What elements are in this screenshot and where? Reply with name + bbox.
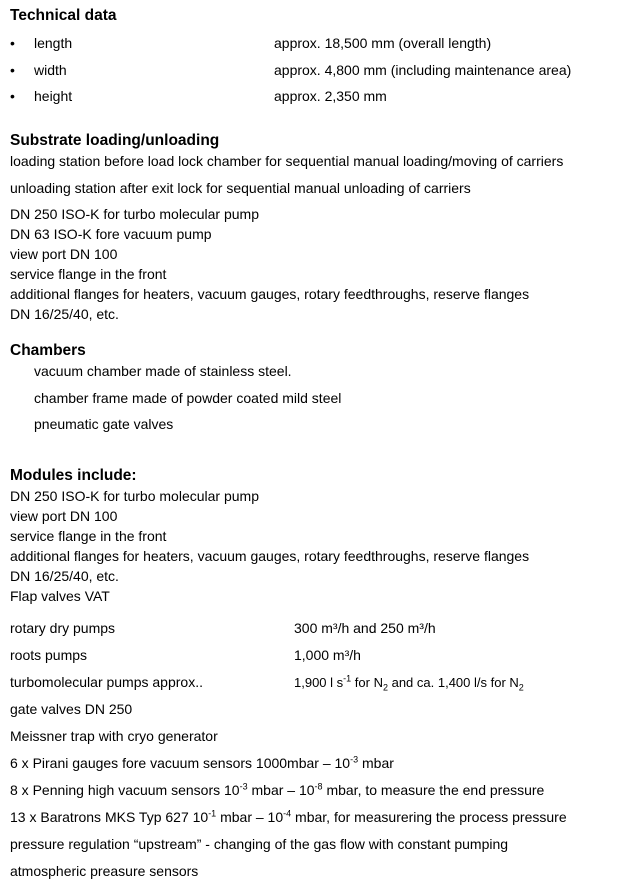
- text-line: unloading station after exit lock for sequential manual unloading of carriers: [10, 180, 471, 196]
- subscript: 2: [518, 682, 524, 693]
- pump-row-rotary: [10, 615, 610, 642]
- modules-section: [10, 466, 610, 606]
- spec-value: approx. 18,500 mm (overall length): [274, 35, 492, 51]
- technical-data-section: [10, 6, 610, 110]
- pump-value: [294, 669, 524, 696]
- spec-row-height: [10, 83, 610, 110]
- equipment-line-baratron: [10, 804, 610, 831]
- text-part: mbar – 10: [216, 809, 284, 825]
- superscript: -1: [343, 673, 352, 684]
- chambers-heading: Chambers: [10, 342, 86, 359]
- spec-row-width: [10, 57, 610, 84]
- bullet: •: [10, 88, 15, 104]
- equipment-line: atmospheric preasure sensors: [10, 863, 199, 879]
- text-line: view port DN 100: [10, 508, 118, 524]
- text-line: view port DN 100: [10, 246, 118, 262]
- pump-label: turbomolecular pumps approx..: [10, 674, 203, 690]
- text-part: 6 x Pirani gauges fore vacuum sensors 1000mbar – 10: [10, 755, 351, 771]
- substrate-heading: Substrate loading/unloading: [10, 132, 220, 149]
- pump-row-roots: [10, 642, 610, 669]
- subscript: 2: [382, 682, 388, 693]
- equipment-line-pirani: [10, 750, 610, 777]
- equipment-line: gate valves DN 250: [10, 701, 133, 717]
- text-part: 13 x Baratrons MKS Typ 627 10: [10, 809, 209, 825]
- superscript: -8: [314, 781, 323, 792]
- text-line: DN 63 ISO-K fore vacuum pump: [10, 226, 212, 242]
- technical-data-heading: Technical data: [10, 7, 117, 24]
- text-part: mbar, for measurering the process pressure: [291, 809, 567, 825]
- superscript: -3: [350, 754, 359, 765]
- bullet: •: [10, 35, 15, 51]
- text-line: pneumatic gate valves: [34, 416, 174, 432]
- equipment-line: Meissner trap with cryo generator: [10, 728, 218, 744]
- text-line: service flange in the front: [10, 528, 167, 544]
- equipment-line: pressure regulation “upstream” - changing of the gas flow with constant pumping: [10, 836, 509, 852]
- spec-label: width: [34, 61, 67, 78]
- text-line: service flange in the front: [10, 266, 167, 282]
- text-part: 8 x Penning high vacuum sensors 10: [10, 782, 240, 798]
- spec-label: height: [34, 88, 73, 104]
- text-line: loading station before load lock chamber for sequential manual loading/moving of carriers: [10, 153, 564, 169]
- text-part: mbar: [358, 755, 394, 771]
- superscript: -1: [208, 808, 217, 819]
- pump-value: 1,000 m³/h: [294, 647, 361, 663]
- text-line: additional flanges for heaters, vacuum gauges, rotary feedthroughs, reserve flanges: [10, 286, 530, 302]
- text-part: mbar – 10: [247, 782, 315, 798]
- superscript: -3: [239, 781, 248, 792]
- text-part: mbar, to measure the end pressure: [322, 782, 545, 798]
- equipment-line-penning: [10, 777, 610, 804]
- pump-value: 300 m³/h and 250 m³/h: [294, 620, 436, 636]
- text-line: DN 16/25/40, etc.: [10, 306, 119, 322]
- text-line: additional flanges for heaters, vacuum gauges, rotary feedthroughs, reserve flanges: [10, 548, 530, 564]
- bullet: •: [10, 61, 15, 78]
- text-line: DN 16/25/40, etc.: [10, 568, 119, 584]
- superscript: -4: [283, 808, 292, 819]
- text-line: DN 250 ISO-K for turbo molecular pump: [10, 206, 259, 222]
- pump-row-turbo: [10, 669, 610, 696]
- modules-heading: Modules include:: [10, 467, 137, 484]
- text-line: chamber frame made of powder coated mild steel: [34, 390, 342, 406]
- pump-label: roots pumps: [10, 647, 88, 663]
- equipment-section: [10, 615, 610, 885]
- spec-row-length: [10, 30, 610, 57]
- value-part: for N: [351, 675, 383, 690]
- text-line: DN 250 ISO-K for turbo molecular pump: [10, 488, 259, 504]
- chambers-section: [10, 341, 610, 434]
- spec-value: approx. 2,350 mm: [274, 88, 387, 104]
- spec-value: approx. 4,800 mm (including maintenance area): [274, 61, 572, 78]
- substrate-section: [10, 131, 610, 324]
- text-line: vacuum chamber made of stainless steel.: [34, 363, 292, 379]
- value-part: 1,900 l s: [294, 675, 344, 690]
- text-line: Flap valves VAT: [10, 588, 110, 604]
- pump-label: rotary dry pumps: [10, 620, 116, 636]
- spec-label: length: [34, 35, 73, 51]
- value-part: and ca. 1,400 l/s for N: [387, 675, 519, 690]
